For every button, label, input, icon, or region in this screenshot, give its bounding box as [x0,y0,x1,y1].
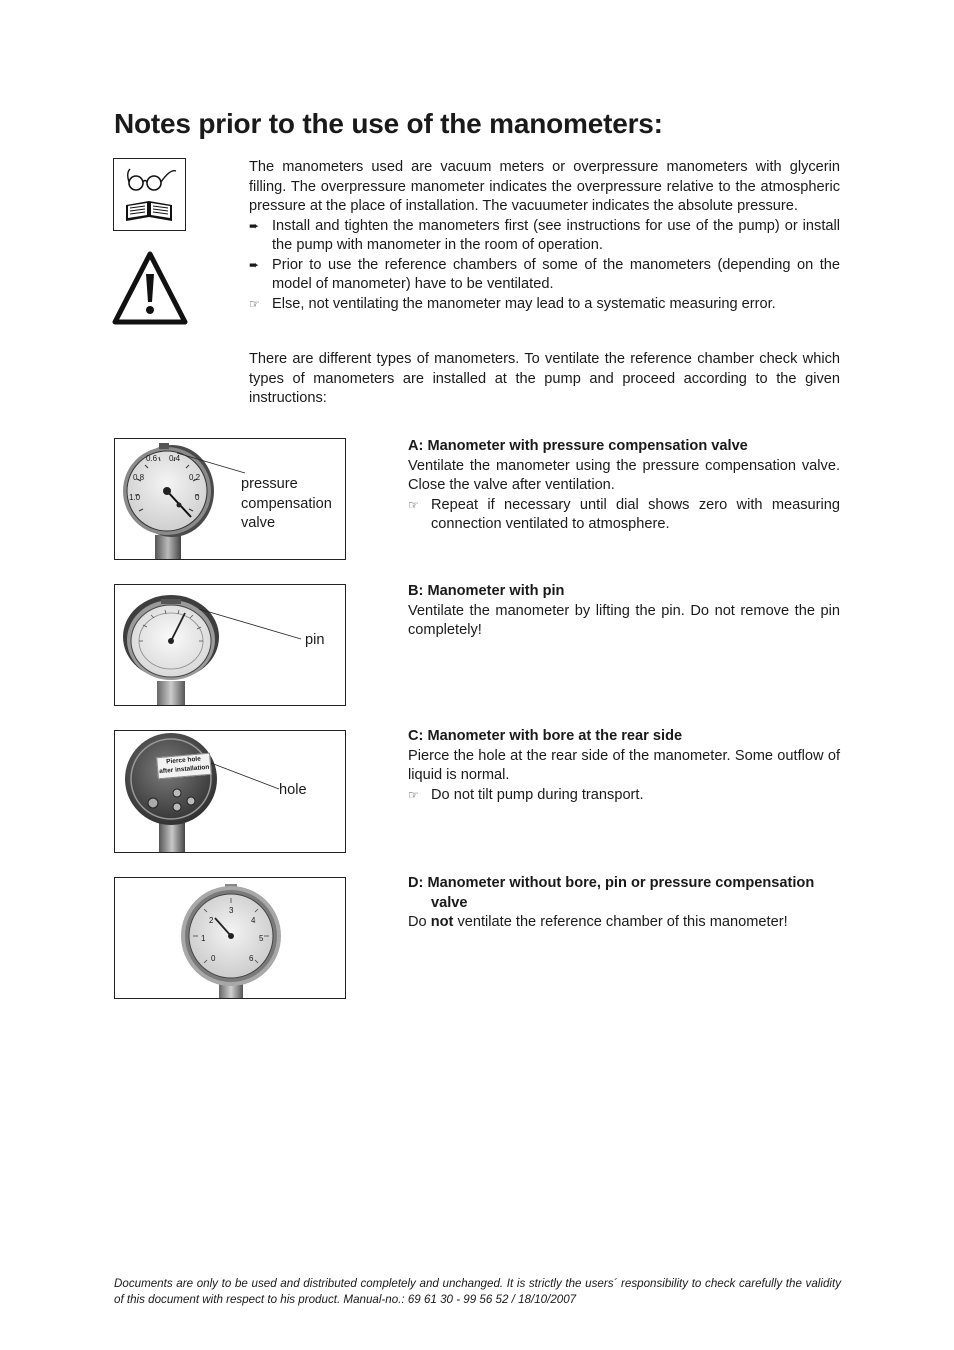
dial-label: 4 [251,916,256,925]
manometer-b-image [114,584,346,706]
dial-label: 0.2 [189,473,201,482]
dial-label: 0 [195,493,200,502]
image-label-hole: hole [279,782,307,798]
dial-label: 1.0 [129,493,141,502]
intro-bullet [249,217,840,256]
section-b [408,582,840,641]
footer-disclaimer: Documents are only to be used and distributed completely and unchanged. It is strictly the users´ responsibility to check carefully the validity of this document with respect to his product. Manual-no.: 69 61 30 - 99 56 52 / 18/10/2007 [114,1277,841,1306]
section-c-heading: C: Manometer with bore at the rear side [408,728,683,744]
page-title: Notes prior to the use of the manometers: [114,108,663,139]
dial-label: 0.6 [146,454,158,463]
manometer-a-image [114,438,346,560]
arrow-icon: ➨ [249,257,260,272]
read-manual-icon [113,158,186,231]
dial-label: 6 [249,954,254,963]
section-a [408,437,840,535]
intro-paragraph: The manometers used are vacuum meters or overpressure manometers with glycerin filling. The overpressure manometer indicates the overpressure relative to the atmospheric pressure at the place of installation. The vacuumeter indicates the absolute pressure. [249,159,840,214]
sticker-line: after installation [158,763,210,776]
intro-note [249,295,840,315]
pierce-hole-sticker [156,753,212,780]
intro-block [249,158,840,314]
text-part: ventilate the reference chamber of this manometer! [453,914,788,930]
arrow-icon: ➨ [249,218,260,233]
dial-label: 5 [259,934,264,943]
manometer-d-image [114,877,346,999]
section-c-text: Pierce the hole at the rear side of the manometer. Some outflow of liquid is normal. [408,747,840,783]
section-b-heading: B: Manometer with pin [408,583,565,599]
note-text: Else, not ventilating the manometer may lead to a systematic measuring error. [272,295,776,312]
dial-label: 2 [209,916,214,925]
dial-label: 3 [229,906,234,915]
dial-label: 0.4 [169,454,181,463]
section-a-heading: A: Manometer with pressure compensation valve [408,438,748,454]
text-part: Do [408,914,431,930]
section-a-note [408,496,840,535]
pointing-hand-icon: ☞ [408,497,419,512]
note-text: Do not tilt pump during transport. [431,786,644,803]
bullet-text: Prior to use the reference chambers of some of the manometers (depending on the model of manometer) have to be ventilated. [272,256,840,292]
bullet-text: Install and tighten the manometers first (see instructions for use of the pump) or install the pump with manometer in the room of operation. [272,217,840,253]
section-c [408,727,840,805]
types-paragraph: There are different types of manometers. To ventilate the reference chamber check which types of manometers are installed at the pump and proceed according to the given instructions: [249,351,840,406]
section-d-heading: D: Manometer without bore, pin or pressure compensation [408,875,815,891]
section-d-heading-cont: valve [431,894,468,911]
note-text: Repeat if necessary until dial shows zero with measuring connection ventilated to atmosphere. [431,496,840,532]
section-b-text: Ventilate the manometer by lifting the pin. Do not remove the pin completely! [408,602,840,638]
section-d [408,874,840,933]
warning-triangle-icon [112,250,188,326]
sticker-line: Pierce hole [165,755,202,766]
intro-bullet [249,256,840,295]
dial-label: 1 [201,934,206,943]
image-label-pressure-compensation-valve: pressure compensation valve [241,476,332,531]
section-d-text [408,913,840,933]
section-a-text: Ventilate the manometer using the pressure compensation valve. Close the valve after ventilation. [408,457,840,493]
dial-label: 0 [211,954,216,963]
dial-label: 0.8 [133,473,145,482]
pointing-hand-icon: ☞ [408,787,419,802]
pointing-hand-icon: ☞ [249,296,260,311]
manometer-c-image [114,730,346,853]
section-c-note [408,786,840,806]
image-label-pin: pin [305,632,325,648]
emphasis-not: not [430,914,454,930]
